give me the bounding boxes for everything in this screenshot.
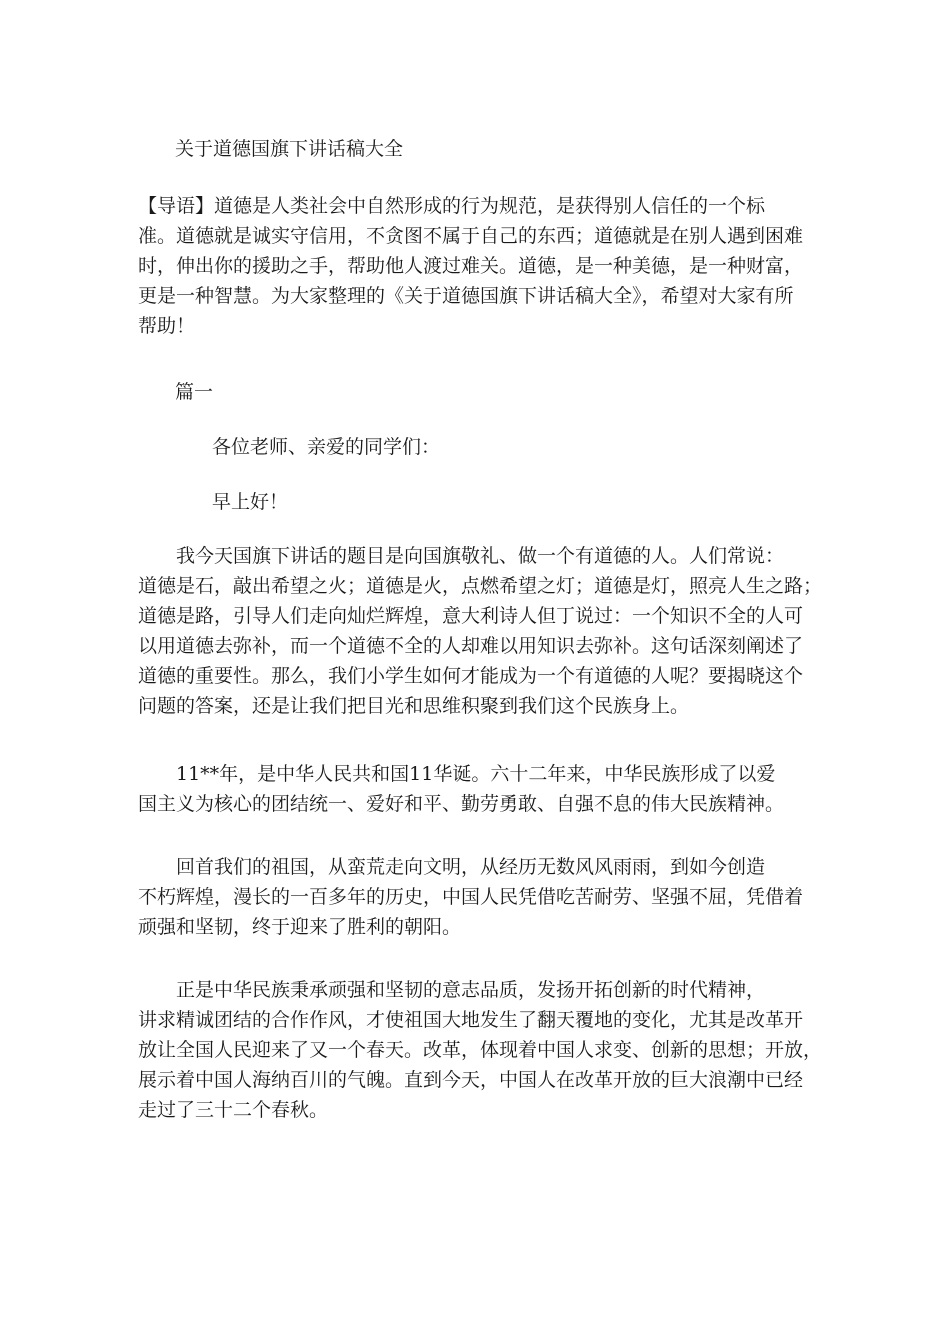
- paragraph-line: 不朽辉煌，漫长的一百多年的历史，中国人民凭借吃苦耐劳、坚强不屈，凭借着: [138, 886, 804, 908]
- intro-line: 更是一种智慧。为大家整理的《关于道德国旗下讲话稿大全》，希望对大家有所: [138, 285, 794, 307]
- intro-line: 准。道德就是诚实守信用，不贪图不属于自己的东西；道德就是在别人遇到困难: [138, 225, 804, 247]
- intro-line: 时，伸出你的援助之手，帮助他人渡过难关。道德，是一种美德，是一种财富，: [138, 255, 804, 277]
- document-title: 关于道德国旗下讲话稿大全: [175, 138, 404, 160]
- paragraph-line: 顽强和坚韧，终于迎来了胜利的朝阳。: [138, 916, 462, 938]
- greeting: 早上好！: [212, 491, 289, 513]
- body-paragraph: [138, 852, 812, 942]
- body-paragraph: [138, 541, 823, 721]
- paragraph-line: 11**年，是中华人民共和国11华诞。六十二年来，中华民族形成了以爱: [138, 763, 776, 785]
- paragraph-line: 正是中华民族秉承顽强和坚韧的意志品质，发扬开拓创新的时代精神，: [138, 979, 766, 1001]
- intro-paragraph: [138, 191, 812, 341]
- salutation: 各位老师、亲爱的同学们：: [212, 436, 441, 458]
- paragraph-line: 讲求精诚团结的合作作风，才使祖国大地发生了翻天覆地的变化，尤其是改革开: [138, 1009, 804, 1031]
- paragraph-line: 国主义为核心的团结统一、爱好和平、勤劳勇敢、自强不息的伟大民族精神。: [138, 793, 785, 815]
- intro-line: 帮助！: [138, 315, 196, 337]
- paragraph-line: 展示着中国人海纳百川的气魄。直到今天，中国人在改革开放的巨大浪潮中已经: [138, 1069, 804, 1091]
- paragraph-line: 回首我们的祖国，从蛮荒走向文明，从经历无数风风雨雨，到如今创造: [138, 856, 766, 878]
- intro-line: 【导语】道德是人类社会中自然形成的行为规范，是获得别人信任的一个标: [138, 195, 766, 217]
- paragraph-line: 问题的答案，还是让我们把目光和思维积聚到我们这个民族身上。: [138, 695, 690, 717]
- paragraph-line: 道德是路，引导人们走向灿烂辉煌，意大利诗人但丁说过：一个知识不全的人可: [138, 605, 804, 627]
- section-label: 篇一: [175, 381, 214, 403]
- body-paragraph: [138, 759, 812, 819]
- paragraph-line: 走过了三十二个春秋。: [138, 1099, 329, 1121]
- paragraph-line: 我今天国旗下讲话的题目是向国旗敬礼、做一个有道德的人。人们常说：: [138, 545, 785, 567]
- paragraph-line: 道德的重要性。那么，我们小学生如何才能成为一个有道德的人呢？要揭晓这个: [138, 665, 804, 687]
- paragraph-line: 道德是石，敲出希望之火；道德是火，点燃希望之灯；道德是灯，照亮人生之路；: [138, 575, 823, 597]
- paragraph-line: 以用道德去弥补，而一个道德不全的人却难以用知识去弥补。这句话深刻阐述了: [138, 635, 804, 657]
- body-paragraph: [138, 975, 823, 1125]
- paragraph-line: 放让全国人民迎来了又一个春天。改革，体现着中国人求变、创新的思想；开放，: [138, 1039, 823, 1061]
